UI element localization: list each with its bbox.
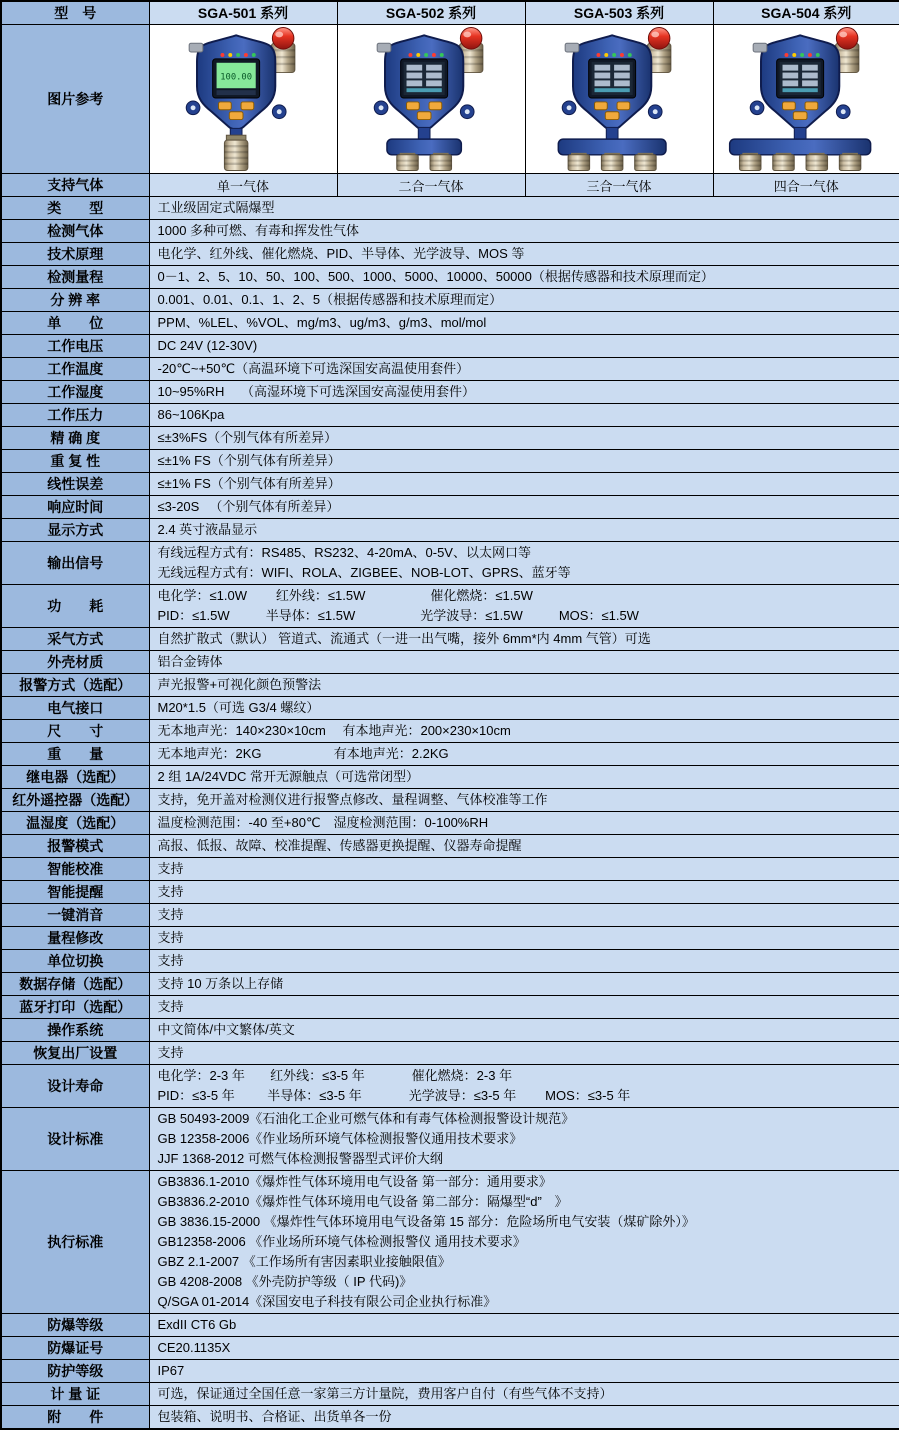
spec-value: 无本地声光：2KG 有本地声光：2.2KG (149, 743, 899, 766)
spec-label: 尺 寸 (1, 720, 149, 743)
spec-value: DC 24V (12-30V) (149, 335, 899, 358)
model-name-sga-501: SGA-501 系列 (149, 1, 337, 25)
spec-value: 高报、低报、故障、校准提醒、传感器更换提醒、仪器寿命提醒 (149, 835, 899, 858)
spec-row-7 (1, 358, 899, 381)
spec-row-38 (1, 1171, 899, 1314)
spec-label: 单位切换 (1, 950, 149, 973)
spec-row-42 (1, 1383, 899, 1406)
spec-row-9 (1, 404, 899, 427)
spec-label: 检测气体 (1, 220, 149, 243)
spec-value: 电化学：≤1.0W 红外线：≤1.5W 催化燃烧：≤1.5W PID：≤1.5W 半导体：≤1.5W 光学波导：≤1.5W MOS：≤1.5W (149, 585, 899, 628)
gas-detector-illustration (714, 25, 899, 173)
spec-row-31 (1, 950, 899, 973)
spec-row-13 (1, 496, 899, 519)
spec-row-36 (1, 1065, 899, 1108)
spec-label: 技术原理 (1, 243, 149, 266)
product-image-sga-501 (149, 25, 337, 174)
spec-value: 支持 (149, 881, 899, 904)
spec-value: ExdII CT6 Gb (149, 1314, 899, 1337)
spec-value: 支持 (149, 858, 899, 881)
model-name-sga-502: SGA-502 系列 (337, 1, 525, 25)
spec-label: 检测量程 (1, 266, 149, 289)
spec-value: 支持，免开盖对检测仪进行报警点修改、量程调整、气体校准等工作 (149, 789, 899, 812)
spec-value: 电化学、红外线、催化燃烧、PID、半导体、光学波导、MOS 等 (149, 243, 899, 266)
spec-label: 恢复出厂设置 (1, 1042, 149, 1065)
svg-text:100.00: 100.00 (220, 72, 252, 82)
spec-value: ≤±1% FS（个别气体有所差异） (149, 473, 899, 496)
spec-value: 2 组 1A/24VDC 常开无源触点（可选常闭型） (149, 766, 899, 789)
spec-label: 一键消音 (1, 904, 149, 927)
spec-label: 温湿度（选配） (1, 812, 149, 835)
supported-gas-row (1, 174, 899, 197)
spec-value: 可选，保证通过全国任意一家第三方计量院，费用客户自付（有些气体不支持） (149, 1383, 899, 1406)
spec-label: 附 件 (1, 1406, 149, 1430)
spec-label: 重 量 (1, 743, 149, 766)
spec-label: 执行标准 (1, 1171, 149, 1314)
spec-row-11 (1, 450, 899, 473)
spec-row-43 (1, 1406, 899, 1430)
spec-label: 智能校准 (1, 858, 149, 881)
spec-value: 电化学：2-3 年 红外线：≤3-5 年 催化燃烧：2-3 年 PID：≤3-5 年 半导体：≤3-5 年 光学波导：≤3-5 年 MOS：≤3-5 年 (149, 1065, 899, 1108)
spec-value: 86~106Kpa (149, 404, 899, 427)
spec-value: 铝合金铸体 (149, 651, 899, 674)
spec-row-5 (1, 312, 899, 335)
gas-value-sga-504: 四合一气体 (713, 174, 899, 197)
spec-value: 支持 (149, 904, 899, 927)
spec-row-20 (1, 697, 899, 720)
spec-row-22 (1, 743, 899, 766)
gas-row-label: 支持气体 (1, 174, 149, 197)
spec-row-2 (1, 243, 899, 266)
spec-row-33 (1, 996, 899, 1019)
spec-row-41 (1, 1360, 899, 1383)
spec-label: 外壳材质 (1, 651, 149, 674)
spec-label: 分 辨 率 (1, 289, 149, 312)
spec-value: PPM、%LEL、%VOL、mg/m3、ug/m3、g/m3、mol/mol (149, 312, 899, 335)
spec-row-4 (1, 289, 899, 312)
spec-row-27 (1, 858, 899, 881)
spec-label: 红外遥控器（选配） (1, 789, 149, 812)
spec-label: 采气方式 (1, 628, 149, 651)
spec-row-15 (1, 542, 899, 585)
spec-label: 响应时间 (1, 496, 149, 519)
spec-value: 有线远程方式有：RS485、RS232、4-20mA、0-5V、以太网口等 无线远程方式有：WIFI、ROLA、ZIGBEE、NOB-LOT、GPRS、蓝牙等 (149, 542, 899, 585)
spec-row-25 (1, 812, 899, 835)
spec-label: 操作系统 (1, 1019, 149, 1042)
spec-row-0 (1, 197, 899, 220)
product-image-sga-504 (713, 25, 899, 174)
gas-value-sga-503: 三合一气体 (525, 174, 713, 197)
spec-label: 电气接口 (1, 697, 149, 720)
spec-value: 支持 (149, 950, 899, 973)
gas-detector-illustration (526, 25, 712, 173)
spec-label: 工作压力 (1, 404, 149, 427)
spec-row-18 (1, 651, 899, 674)
spec-row-30 (1, 927, 899, 950)
spec-label: 显示方式 (1, 519, 149, 542)
spec-label: 工作温度 (1, 358, 149, 381)
spec-label: 工作电压 (1, 335, 149, 358)
product-image-row (1, 25, 899, 174)
spec-label: 报警方式（选配） (1, 674, 149, 697)
spec-value: 支持 10 万条以上存储 (149, 973, 899, 996)
spec-label: 数据存储（选配） (1, 973, 149, 996)
spec-row-14 (1, 519, 899, 542)
spec-label: 设计标准 (1, 1108, 149, 1171)
spec-value: GB3836.1-2010《爆炸性气体环境用电气设备 第一部分：通用要求》 GB3836.2-2010《爆炸性气体环境用电气设备 第二部分：隔爆型“d” 》 GB 3836.15-2000 《爆炸性气体环境用电气设备第 15 部分：危险场所电气安装（煤矿除外）》 GB12358-2006 《作业场所环境气体检测报警仪 通用技术要求》 GBZ 2.1-2007 《工作场所有害因素职业接触限值》 GB 4208-2008 《外壳防护等级（ IP 代码)》 Q/SGA 01-2014《深国安电子科技有限公司企业执行标准》 (149, 1171, 899, 1314)
spec-label: 设计寿命 (1, 1065, 149, 1108)
spec-value: 温度检测范围：-40 至+80℃ 湿度检测范围：0-100%RH (149, 812, 899, 835)
spec-value: 支持 (149, 996, 899, 1019)
spec-label: 重 复 性 (1, 450, 149, 473)
spec-value: 10~95%RH （高湿环境下可选深国安高湿使用套件） (149, 381, 899, 404)
spec-row-26 (1, 835, 899, 858)
spec-label: 防护等级 (1, 1360, 149, 1383)
spec-value: 0.001、0.01、0.1、1、2、5（根据传感器和技术原理而定） (149, 289, 899, 312)
spec-label: 输出信号 (1, 542, 149, 585)
spec-label: 线性误差 (1, 473, 149, 496)
spec-row-29 (1, 904, 899, 927)
spec-label: 报警模式 (1, 835, 149, 858)
spec-label: 功 耗 (1, 585, 149, 628)
spec-value: 包装箱、说明书、合格证、出货单各一份 (149, 1406, 899, 1430)
spec-value: ≤±3%FS（个别气体有所差异） (149, 427, 899, 450)
spec-value: 声光报警+可视化颜色预警法 (149, 674, 899, 697)
spec-label: 防爆证号 (1, 1337, 149, 1360)
spec-value: 工业级固定式隔爆型 (149, 197, 899, 220)
spec-row-34 (1, 1019, 899, 1042)
product-image-sga-502 (337, 25, 525, 174)
spec-label: 量程修改 (1, 927, 149, 950)
spec-label: 蓝牙打印（选配） (1, 996, 149, 1019)
gas-detector-illustration (150, 25, 336, 173)
spec-value: 中文简体/中文繁体/英文 (149, 1019, 899, 1042)
spec-row-28 (1, 881, 899, 904)
spec-row-23 (1, 766, 899, 789)
spec-row-8 (1, 381, 899, 404)
spec-value: IP67 (149, 1360, 899, 1383)
spec-row-40 (1, 1337, 899, 1360)
spec-value: 1000 多种可燃、有毒和挥发性气体 (149, 220, 899, 243)
gas-value-sga-501: 单一气体 (149, 174, 337, 197)
spec-row-10 (1, 427, 899, 450)
spec-value: ≤3-20S （个别气体有所差异） (149, 496, 899, 519)
spec-row-6 (1, 335, 899, 358)
spec-row-17 (1, 628, 899, 651)
spec-row-3 (1, 266, 899, 289)
model-header-label: 型 号 (1, 1, 149, 25)
product-image-sga-503 (525, 25, 713, 174)
spec-value: GB 50493-2009《石油化工企业可燃气体和有毒气体检测报警设计规范》 GB 12358-2006《作业场所环境气体检测报警仪通用技术要求》 JJF 1368-2012 可燃气体检测报警器型式评价大纲 (149, 1108, 899, 1171)
spec-table-body (1, 1, 899, 1429)
spec-row-35 (1, 1042, 899, 1065)
spec-row-12 (1, 473, 899, 496)
spec-label: 智能提醒 (1, 881, 149, 904)
spec-value: ≤±1% FS（个别气体有所差异） (149, 450, 899, 473)
spec-value: 自然扩散式（默认） 管道式、流通式（一进一出气嘴，接外 6mm*内 4mm 气管）可选 (149, 628, 899, 651)
spec-value: 2.4 英寸液晶显示 (149, 519, 899, 542)
spec-label: 防爆等级 (1, 1314, 149, 1337)
spec-row-32 (1, 973, 899, 996)
spec-value: M20*1.5（可选 G3/4 螺纹） (149, 697, 899, 720)
spec-value: -20℃~+50℃（高温环境下可选深国安高温使用套件） (149, 358, 899, 381)
model-name-sga-504: SGA-504 系列 (713, 1, 899, 25)
spec-label: 计 量 证 (1, 1383, 149, 1406)
spec-row-19 (1, 674, 899, 697)
spec-value: 无本地声光：140×230×10cm 有本地声光：200×230×10cm (149, 720, 899, 743)
spec-label: 精 确 度 (1, 427, 149, 450)
gas-value-sga-502: 二合一气体 (337, 174, 525, 197)
spec-row-21 (1, 720, 899, 743)
spec-value: 支持 (149, 1042, 899, 1065)
spec-row-24 (1, 789, 899, 812)
spec-label: 类 型 (1, 197, 149, 220)
spec-value: CE20.1135X (149, 1337, 899, 1360)
spec-value: 支持 (149, 927, 899, 950)
spec-row-39 (1, 1314, 899, 1337)
spec-label: 单 位 (1, 312, 149, 335)
image-row-label: 图片参考 (1, 25, 149, 174)
spec-value: 0－1、2、5、10、50、100、500、1000、5000、10000、50000（根据传感器和技术原理而定） (149, 266, 899, 289)
gas-detector-illustration (338, 25, 524, 173)
spec-label: 工作湿度 (1, 381, 149, 404)
model-header-row (1, 1, 899, 25)
spec-row-1 (1, 220, 899, 243)
spec-row-16 (1, 585, 899, 628)
spec-row-37 (1, 1108, 899, 1171)
spec-label: 继电器（选配） (1, 766, 149, 789)
model-name-sga-503: SGA-503 系列 (525, 1, 713, 25)
